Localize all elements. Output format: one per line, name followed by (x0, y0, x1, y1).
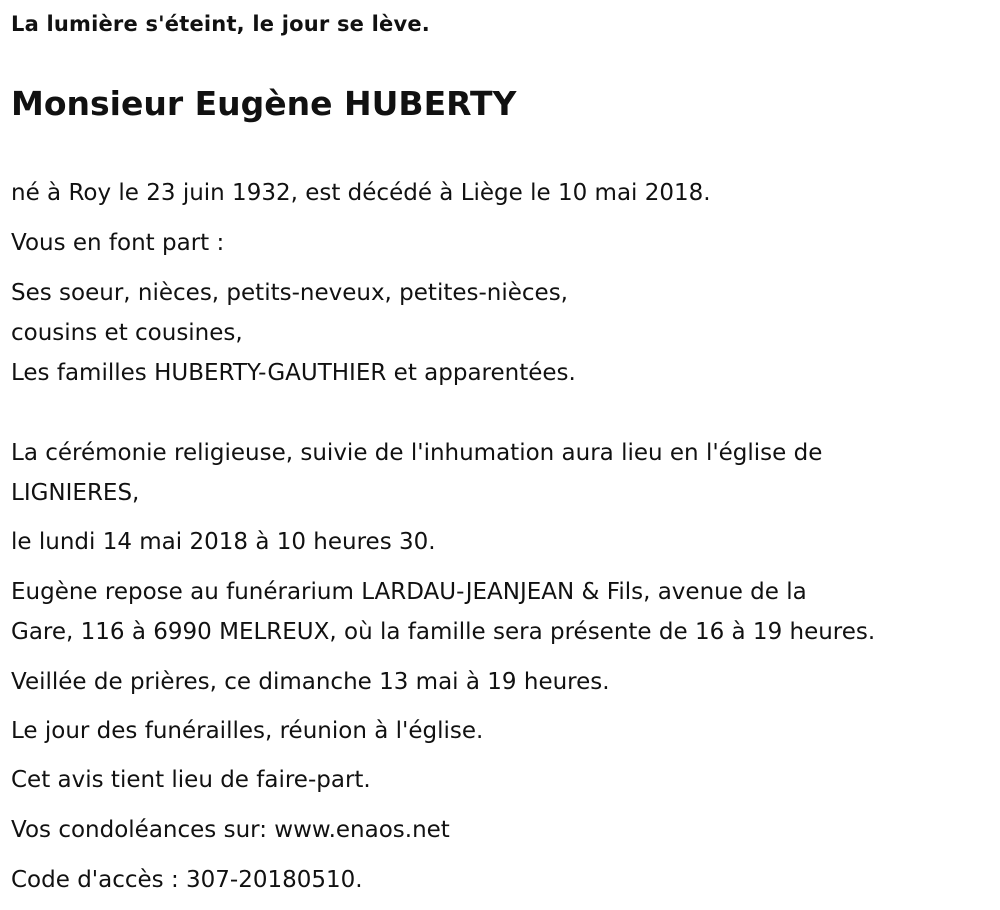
vigil-line: Veillée de prières, ce dimanche 13 mai à 19 heures. (11, 669, 610, 695)
notice-line: Cet avis tient lieu de faire-part. (11, 767, 371, 793)
ceremony-line: La cérémonie religieuse, suivie de l'inhumation aura lieu en l'église de (11, 440, 823, 466)
family-line: Ses soeur, nièces, petits-neveux, petites-nièces, (11, 280, 568, 306)
ceremony-date: le lundi 14 mai 2018 à 10 heures 30. (11, 529, 436, 555)
announce-line: Vous en font part : (11, 230, 225, 256)
deceased-name: Monsieur Eugène HUBERTY (11, 84, 517, 123)
meeting-line: Le jour des funérailles, réunion à l'église. (11, 718, 484, 744)
family-line: cousins et cousines, (11, 320, 243, 346)
condolences-line: Vos condoléances sur: www.enaos.net (11, 817, 450, 843)
access-code-line: Code d'accès : 307-20180510. (11, 867, 363, 893)
funerarium-line: Eugène repose au funérarium LARDAU-JEANJEAN & Fils, avenue de la (11, 579, 807, 605)
funerarium-line: Gare, 116 à 6990 MELREUX, où la famille sera présente de 16 à 19 heures. (11, 619, 876, 645)
tagline: La lumière s'éteint, le jour se lève. (11, 12, 430, 36)
family-line: Les familles HUBERTY-GAUTHIER et apparentées. (11, 360, 576, 386)
ceremony-line: LIGNIERES, (11, 480, 140, 506)
birth-death-line: né à Roy le 23 juin 1932, est décédé à Liège le 10 mai 2018. (11, 180, 711, 206)
